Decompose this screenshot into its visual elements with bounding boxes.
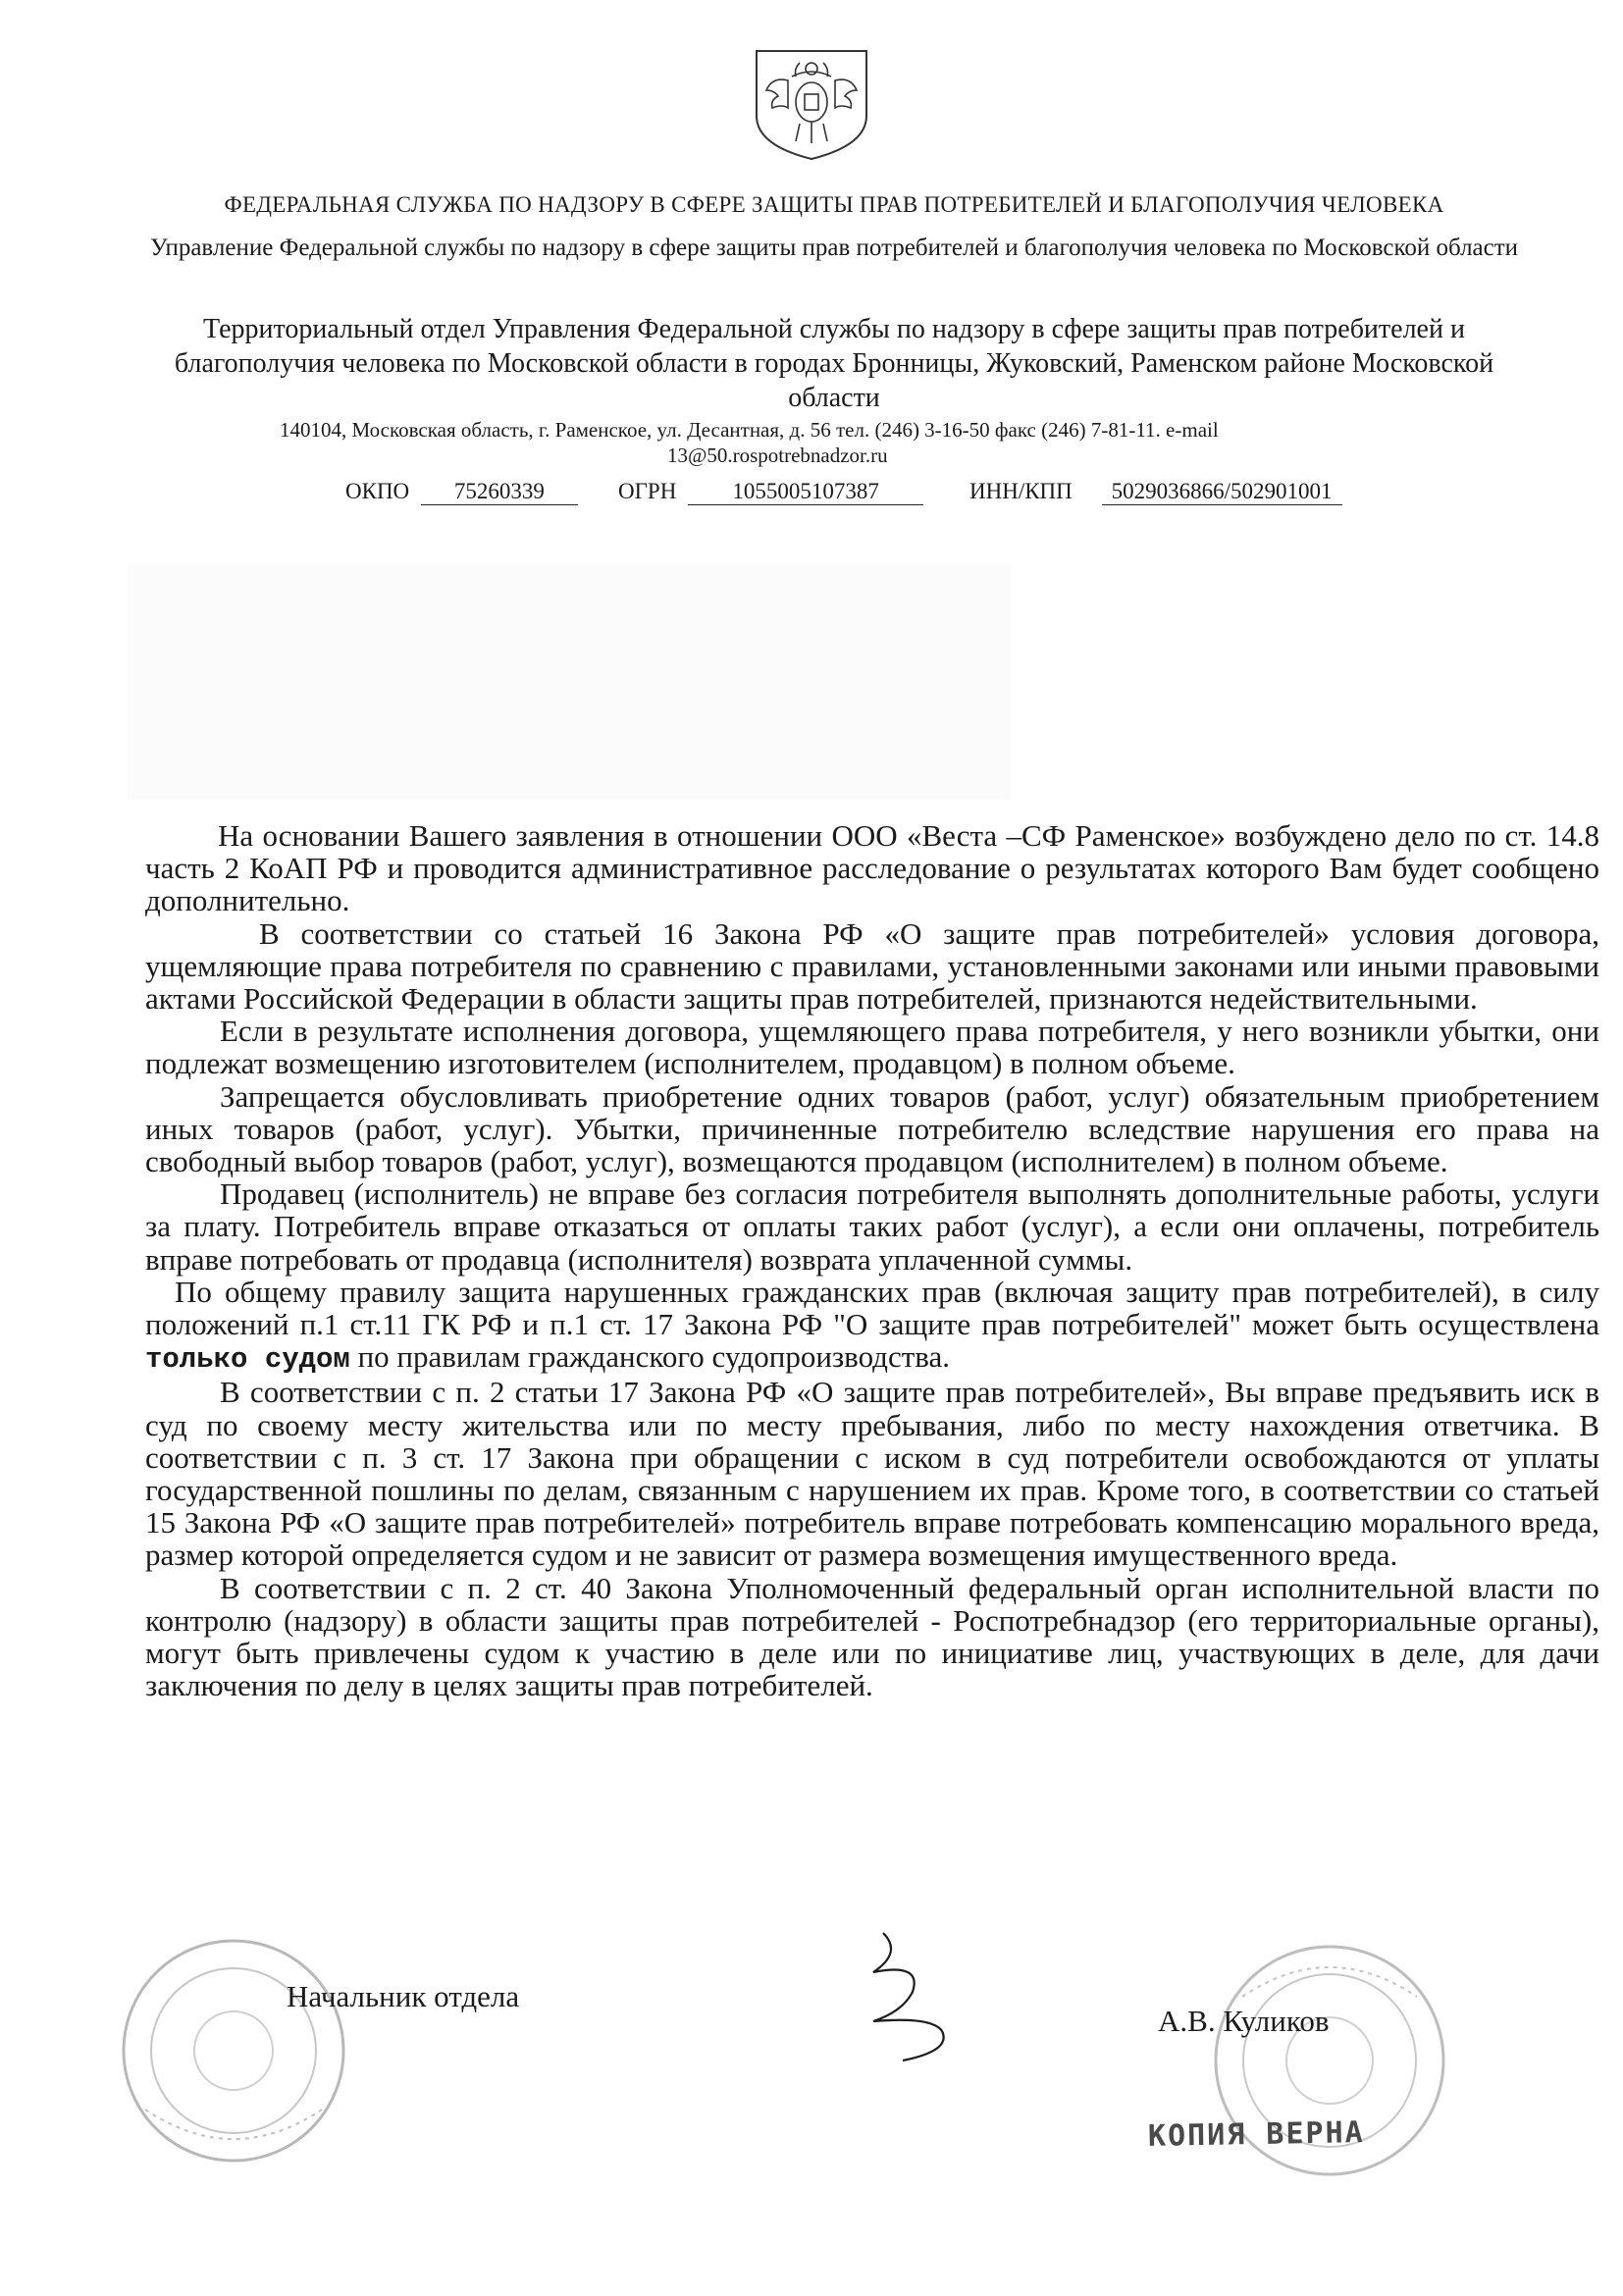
paragraph-7: В соответствии с п. 2 статьи 17 Закона РФ «О защите прав потребителей», Вы вправе предъявить иск в суд по своему месту жительства или по месту пребывания, либо по месту нахождения ответчика. В соответствии с п. 3 ст. 17 Закона при обращении с иском в суд потребители освобождаются от уплаты государственной пошлины по делам, связанным с нарушением их прав. Кроме того, в соответствии со статьей 15 Закона РФ «О защите прав потребителей» потребитель вправе потребовать компенсацию морального вреда, размер которой определяется судом и не зависит от размера возмещения имущественного вреда. bbox=[145, 1375, 1599, 1573]
paragraph-6-text: По общему правилу защита нарушенных гражданских прав (включая защиту прав потребителей), в силу положений п.1 ст.11 ГК РФ и п.1 ст. 17 Закона РФ "О защите прав потребителей" может быть осуществлена bbox=[145, 1274, 1599, 1342]
okpo-value: 75260339 bbox=[421, 479, 578, 505]
territorial-office-title: Территориальный отдел Управления Федеральной службы по надзору в сфере защиты прав потребителей и благополучия человека по Московской области в городах Бронницы, Жуковский, Раменском районе Московской области bbox=[174, 314, 1494, 413]
paragraph-1: На основании Вашего заявления в отношении ООО «Веста –СФ Раменское» возбуждено дело по ст. 14.8 часть 2 КоАП РФ и проводится административное расследование о результатах которого Вам будет сообщено дополнительно. bbox=[145, 818, 1599, 918]
signatory-title: Начальник отдела bbox=[287, 1979, 520, 2013]
inn-kpp-code bbox=[969, 479, 1342, 505]
handwritten-signature bbox=[844, 1913, 1001, 2070]
paragraph-4: Запрещается обусловливать приобретение одних товаров (работ, услуг) обязательным приобретением иных товаров (работ, услуг). Убытки, причиненные потребителю вследствие нарушения его права на свободный выбор товаров (работ, услуг), возмещаются продавцом (исполнителем) в полном объеме. bbox=[145, 1078, 1599, 1179]
signatory-name: А.В. Куликов bbox=[1158, 2004, 1330, 2038]
paragraph-8: В соответствии с п. 2 ст. 40 Закона Уполномоченный федеральный орган исполнительной власти по контролю (надзору) в области защиты прав потребителей - Роспотребнадзор (его территориальные органы), могут быть привлечены судом к участию в деле или по инициативе лиц, участвующих в деле, для дачи заключения по делу в целях защиты прав потребителей. bbox=[145, 1570, 1599, 1703]
ogrn-code bbox=[618, 479, 923, 505]
department-title: Управление Федеральной службы по надзору в сфере защиты прав потребителей и благополучия человека по Московской области bbox=[149, 235, 1519, 261]
paragraph-5: Продавец (исполнитель) не вправе без согласия потребителя выполнять дополнительные работы, услуги за плату. Потребитель вправе отказаться от оплаты таких работ (услуг), а если они оплачены, потребитель вправе потребовать от продавца (исполнителя) возврата уплаченной суммы. bbox=[145, 1176, 1599, 1277]
inn-kpp-value: 5029036866/502901001 bbox=[1102, 479, 1342, 505]
address-block bbox=[280, 417, 1408, 468]
certified-copy-stamp: КОПИЯ ВЕРНА bbox=[1147, 2115, 1365, 2154]
paragraph-6 bbox=[145, 1276, 1599, 1377]
email-address: 13@50.rospotrebnadzor.ru bbox=[667, 444, 888, 467]
official-seal-left bbox=[116, 1933, 351, 2168]
inn-kpp-label: ИНН/КПП bbox=[969, 479, 1073, 503]
paragraph-2: В соответствии со статьей 16 Закона РФ «О защите прав потребителей» условия договора, ущемляющие права потребителя по сравнению с правилами, установленными законами или иными правовыми актами Российской Федерации в области защиты прав потребителей, признаются недействительными. bbox=[145, 915, 1599, 1017]
paragraph-6-tail: по правилам гражданского судопроизводства. bbox=[349, 1339, 951, 1375]
letter-body bbox=[145, 819, 1599, 1701]
agency-title: ФЕДЕРАЛЬНАЯ СЛУЖБА ПО НАДЗОРУ В СФЕРЕ ЗАЩИТЫ ПРАВ ПОТРЕБИТЕЛЕЙ И БЛАГОПОЛУЧИЯ ЧЕЛОВЕКА bbox=[224, 192, 1444, 217]
okpo-code bbox=[345, 479, 578, 505]
ogrn-value: 1055005107387 bbox=[688, 479, 923, 505]
redacted-area bbox=[128, 564, 1011, 800]
ogrn-label: ОГРН bbox=[618, 479, 677, 503]
okpo-label: ОКПО bbox=[345, 479, 410, 503]
address-line: 140104, Московская область, г. Раменское, ул. Десантная, д. 56 тел. (246) 3-16-50 факс (246) 7-81-11. e-mail bbox=[280, 418, 1219, 442]
paragraph-3: Если в результате исполнения договора, ущемляющего права потребителя, у него возникли убытки, они подлежат возмещению изготовителем (исполнителем, продавцом) в полном объеме. bbox=[145, 1014, 1599, 1081]
coat-of-arms-icon bbox=[749, 47, 874, 163]
emphasis-court-only: только судом bbox=[145, 1343, 350, 1377]
